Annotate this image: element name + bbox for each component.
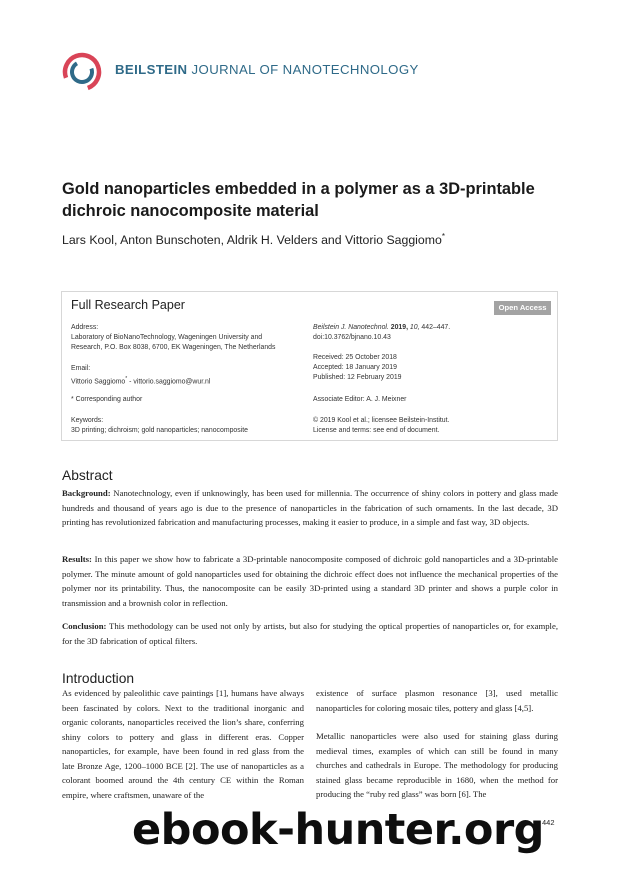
intro-left-column: As evidenced by paleolithic cave paintings [1], humans have always been fascinated by colors. Next to the traditional inorganic and organic colorants, nanoparticles received the lion’s share, conferring shiny colors to pottery and glass in different eras. Copper nanoparticles, for example, have been found in red glass from the late Bronze Age, 1200–1000 BCE [2]. The use of nanoparticles as a colorant boomed around the 4th century CE within the Roman empire, where craftsmen, unaware of the <box>62 688 304 800</box>
abstract-results: Results: In this paper we show how to fabricate a 3D-printable nanocomposite composed of dichroic gold nanoparticles and a 3D-printable polymer. The minute amount of gold nanoparticles used for obtaining the dichroic effect does not influence the mechanical properties of the polymer nor its printability. Thus, the nanocomposite can be easily 3D-printed using a standard 3D printer and shows a purple color in transmission and a brownish color in reflection. <box>62 554 558 608</box>
address-label: Address: <box>71 324 99 331</box>
address-line: Research, P.O. Box 8038, 6700, EK Wageningen, The Netherlands <box>71 344 276 351</box>
doi-link[interactable]: doi:10.3762/bjnano.10.43 <box>313 334 391 341</box>
license-terms[interactable]: License and terms: see end of document. <box>313 427 440 434</box>
author-list: Lars Kool, Anton Bunschoten, Aldrik H. Velders and Vittorio Saggiomo* <box>62 232 445 248</box>
journal-logo-icon <box>62 52 102 92</box>
intro-right-paragraph-2: Metallic nanoparticles were also used for staining glass during medieval times, examples of which can still be found in many churches and cathedrals in Europe. The methodology for producing stained glass became reproducible in 1680, when the method for producing the “ruby red glass” was born [6]. The <box>316 731 558 799</box>
received-date: Received: 25 October 2018 <box>313 354 397 361</box>
citation: Beilstein J. Nanotechnol. 2019, 10, 442–447. <box>313 324 451 331</box>
article-title: Gold nanoparticles embedded in a polymer as a 3D-printable dichroic nanocomposite material <box>62 180 535 220</box>
email-label: Email: <box>71 365 91 372</box>
keywords: 3D printing; dichroism; gold nanoparticles; nanocomposite <box>71 427 248 434</box>
associate-editor: Associate Editor: A. J. Meixner <box>313 396 407 403</box>
journal-name: BEILSTEIN JOURNAL OF NANOTECHNOLOGY <box>115 62 419 77</box>
introduction-heading: Introduction <box>62 671 135 686</box>
email-line[interactable]: Vittorio Saggiomo* - vittorio.saggiomo@wur.nl <box>71 376 211 386</box>
keywords-label: Keywords: <box>71 417 104 424</box>
page-number: 442 <box>542 818 555 827</box>
open-access-badge[interactable]: Open Access <box>494 301 551 315</box>
abstract-background: Background: Nanotechnology, even if unknowingly, has been used for millennia. The occurrence of shiny colors in pottery and glass made hundreds and thousand of years ago is due to the presence of nanoparticles in the fabrication of such ornaments. In the last decade, 3D printing has revolutionized fabrication and manufacturing processes, making it easier to produce, in a simple and fast way, 3D objects. <box>62 488 558 527</box>
paper-type: Full Research Paper <box>71 298 185 312</box>
copyright: © 2019 Kool et al.; licensee Beilstein-Institut. <box>313 417 450 424</box>
article-info-box <box>61 291 558 441</box>
address-line: Laboratory of BioNanoTechnology, Wageningen University and <box>71 334 263 341</box>
intro-right-paragraph-1: existence of surface plasmon resonance [3], used metallic nanoparticles for coloring mosaic tiles, pottery and glass [4,5]. <box>316 688 558 713</box>
abstract-conclusion: Conclusion: This methodology can be used not only by artists, but also for studying the optical properties of nanoparticles or, for example, for the 3D fabrication of optical filters. <box>62 621 558 646</box>
corresponding-author-note: * Corresponding author <box>71 396 143 403</box>
watermark: ebook-hunter.org <box>132 805 544 855</box>
abstract-heading: Abstract <box>62 468 113 483</box>
published-date: Published: 12 February 2019 <box>313 374 402 381</box>
accepted-date: Accepted: 18 January 2019 <box>313 364 397 371</box>
